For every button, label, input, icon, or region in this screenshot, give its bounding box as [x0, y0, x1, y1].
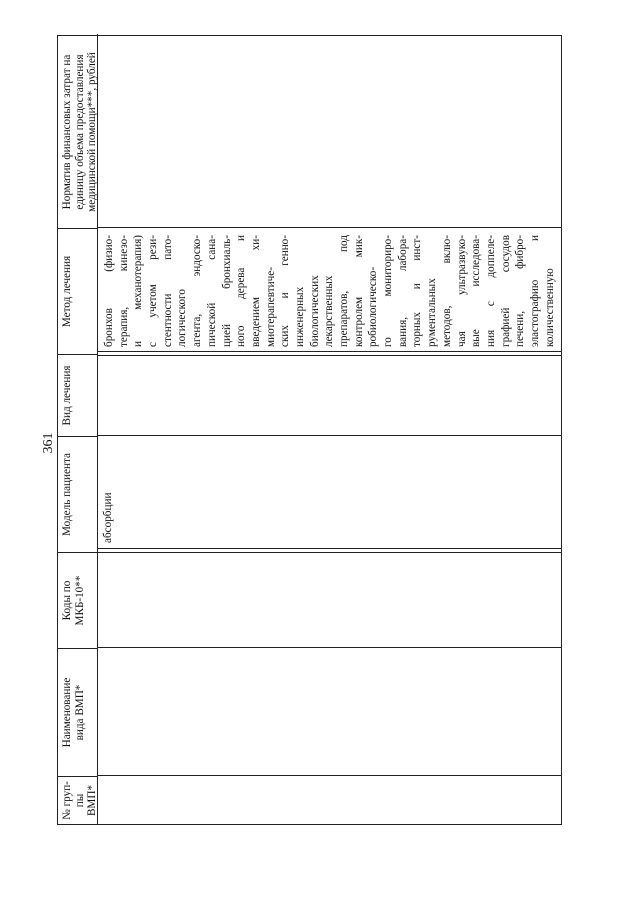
header-treatment-type: [58, 354, 98, 436]
column-divider: [98, 552, 561, 553]
method-line: введением хи-: [249, 235, 262, 347]
table-header-row: [58, 34, 98, 824]
vmp-table: [57, 35, 562, 825]
header-line: Метод лечения: [61, 255, 73, 328]
method-line: биологических: [308, 275, 321, 347]
header-treatment-method: [58, 228, 98, 354]
header-line: ВМП*: [86, 784, 98, 817]
header-group-number: [58, 776, 98, 824]
header-financial-norm: [58, 36, 98, 228]
rotated-table-frame: [57, 35, 562, 825]
method-line: бронхов (физио-: [103, 235, 115, 347]
header-line: вида ВМП*: [73, 684, 86, 741]
header-line: Модель пациента: [61, 453, 73, 536]
method-line: препаратов, под: [338, 235, 350, 347]
method-line: графией сосудов: [499, 235, 512, 347]
method-line: торных и инст-: [411, 235, 424, 347]
method-line: печени, фибро-: [514, 235, 527, 347]
method-line: терапия, кинезо-: [117, 235, 130, 347]
method-line: вания, лабора-: [396, 235, 409, 347]
method-line: лекарственных: [323, 275, 336, 347]
method-line: и механотерапия): [132, 235, 145, 347]
column-divider: [98, 355, 561, 356]
header-line: № груп-: [61, 781, 73, 820]
method-line: логического: [176, 289, 189, 347]
header-patient-model: [58, 436, 98, 552]
method-line: цией бронхиаль-: [220, 235, 233, 347]
method-line: ния с доппеле-: [484, 235, 497, 347]
header-line: Наименование: [61, 677, 73, 748]
header-line: медицинской помощи***, рублей: [86, 52, 98, 212]
method-line: пической сана-: [205, 235, 218, 347]
method-line: эластографию и: [528, 235, 541, 347]
header-line: единицу объема предоставления: [73, 54, 86, 210]
method-line: миотерапевтиче-: [264, 267, 277, 347]
cell-patient-model: абсорбции: [102, 492, 114, 543]
method-line: вые исследова-: [470, 235, 483, 347]
column-divider: [98, 435, 561, 436]
header-line: пы: [73, 793, 86, 808]
method-line: ских и генно-: [279, 235, 292, 347]
column-divider: [98, 647, 561, 648]
method-line: чая ультразвуко-: [455, 235, 468, 347]
method-line: методов, вклю-: [440, 235, 453, 347]
method-line: количественную: [543, 268, 556, 347]
method-line: стентности пато-: [161, 235, 174, 347]
method-line: агента, эндоско-: [191, 235, 204, 347]
header-line: МКБ-10**: [73, 575, 86, 626]
table-row: [98, 34, 561, 824]
cell-treatment-method: [98, 231, 561, 351]
header-line: Норматив финансовых затрат на: [61, 54, 73, 210]
header-icd-codes: [58, 552, 98, 648]
method-line: робиологическо-: [367, 266, 380, 347]
method-line: с учетом рези-: [147, 235, 160, 347]
column-divider: [98, 775, 561, 776]
header-line: Коды по: [61, 580, 73, 621]
header-line: Вид лечения: [61, 365, 73, 426]
method-line: рументальных: [426, 278, 439, 347]
page-number-text: 361: [41, 432, 56, 454]
header-vmp-name: [58, 648, 98, 776]
column-divider: [98, 227, 561, 228]
method-line: го мониториро-: [382, 235, 395, 347]
method-line: контролем мик-: [352, 235, 365, 347]
method-line: ного дерева и: [235, 235, 248, 347]
method-line: инженерных: [293, 286, 306, 347]
